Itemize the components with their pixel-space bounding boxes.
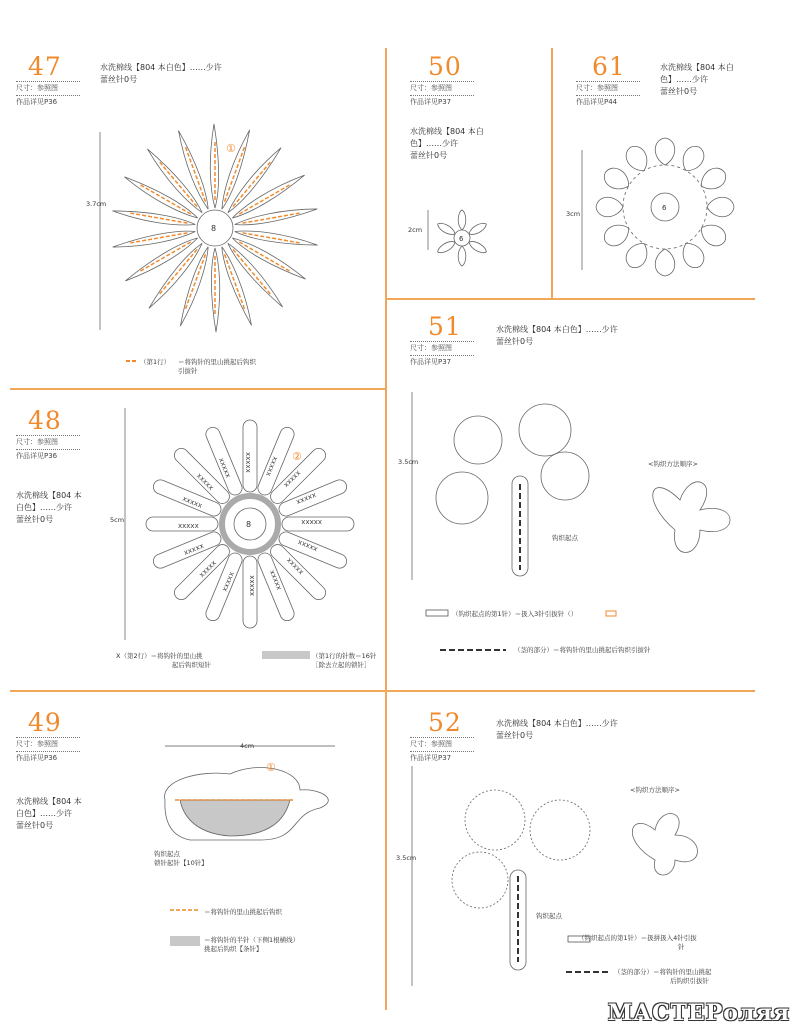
- pattern-number-61: 61: [592, 52, 626, 81]
- legend-48-row1: X（第2行）＝将钩针的里山挑 起后钩织短针: [116, 652, 211, 669]
- dimension-label-61: 3cm: [566, 210, 581, 218]
- dimension-label-51: 3.5cm: [398, 458, 419, 466]
- motif-48-center: 8: [246, 520, 252, 529]
- pattern-meta-51: 尺寸：参照图 作品详见P37: [410, 340, 474, 368]
- pattern-meta-61: 尺寸：参照图 作品详见P44: [576, 80, 640, 108]
- pattern-number-51: 51: [428, 312, 462, 341]
- pattern-meta-50: 尺寸：参照图 作品详见P37: [410, 80, 474, 108]
- start-label-49: 钩织起点 锁针起针【10针】: [154, 850, 208, 867]
- round-marker-48: ②: [292, 450, 302, 463]
- legend-47-key: （第1行）: [140, 358, 171, 366]
- dimension-label-50: 2cm: [408, 226, 423, 234]
- round-marker-47: ①: [226, 142, 236, 155]
- pattern-number-48: 48: [28, 406, 62, 435]
- svg-text:xxxxx: xxxxx: [244, 452, 252, 473]
- pattern-meta-52: 尺寸：参照图 作品详见P37: [410, 736, 474, 764]
- start-label-51: 钩织起点: [552, 534, 578, 542]
- motif-50-center: 6: [459, 235, 464, 243]
- yarn-info-49: 水洗棉线【804 本 白色】……少许 蕾丝针0号: [16, 797, 82, 830]
- pattern-number-52: 52: [428, 708, 462, 737]
- round-marker-49: ①: [266, 761, 276, 774]
- pattern-meta-49: 尺寸：参照图 作品详见P36: [16, 736, 80, 764]
- yarn-info-47: 水洗棉线【804 本白色】……少许 蕾丝针0号: [100, 63, 222, 84]
- order-title-52: <钩织方法顺序>: [630, 786, 680, 794]
- motif-52: [452, 790, 590, 970]
- dimension-label-52: 3.5cm: [396, 854, 417, 862]
- yarn-info-50: 水洗棉线【804 本白 色】……少许 蕾丝针0号: [410, 127, 484, 160]
- legend-52-row1: （钩织起点的第1针）＝扱拼扱入4针引拔 针: [578, 934, 697, 951]
- order-diagram-52: [632, 814, 697, 875]
- legend-49-row2: ＝将钩针的半针（下侧1根横线） 挑起后钩织【条针】: [204, 936, 300, 953]
- legend-52-row2: （茎的部分）＝将钩针的里山挑起 后钩织引拔针: [614, 968, 712, 985]
- pattern-number-49: 49: [28, 708, 62, 737]
- motif-51: [436, 404, 589, 576]
- legend-47-text: ＝将钩针的里山挑起后钩织 引拔针: [178, 358, 256, 375]
- order-diagram-51: [653, 482, 730, 553]
- pattern-meta-48: 尺寸：参照图 作品详见P36: [16, 434, 80, 462]
- legend-51-row2: （茎的部分）＝将钩针的里山挑起后钩织引拔针: [514, 646, 651, 654]
- yarn-info-51: 水洗棉线【804 本白色】……少许 蕾丝针0号: [496, 325, 618, 346]
- yarn-info-48: 水洗棉线【804 本 白色】……少许 蕾丝针0号: [16, 491, 82, 524]
- dimension-lines: [100, 132, 582, 986]
- pattern-number-50: 50: [428, 52, 462, 81]
- motif-61-center: 6: [662, 204, 667, 212]
- start-label-52: 钩织起点: [536, 912, 562, 920]
- yarn-info-52: 水洗棉线【804 本白色】……少许 蕾丝针0号: [496, 719, 618, 740]
- legend-48-row2: （第1行的针数＝16针 ［除去立起的锁针］: [312, 652, 377, 669]
- order-title-51: <钩织方法顺序>: [648, 460, 698, 468]
- pattern-number-47: 47: [28, 52, 62, 81]
- yarn-info-61: 水洗棉线【804 本白 色】……少许 蕾丝针0号: [660, 63, 734, 96]
- dimension-label-48: 5cm: [110, 516, 125, 524]
- motif-49: [165, 767, 329, 840]
- legend-swatches: [126, 361, 616, 972]
- legend-51-row1: （钩织起点的第1针）＝扱入3针引拔针（）: [452, 610, 578, 618]
- watermark-logo: МАСТЕРоляя: [607, 1000, 790, 1026]
- pattern-meta-47: 尺寸：参照图 作品详见P36: [16, 80, 80, 108]
- dimension-label-47: 3.7cm: [86, 200, 107, 208]
- dimension-label-49: 4cm: [240, 742, 255, 750]
- legend-49-row1: ＝将钩针的里山挑起后钩织: [204, 908, 282, 916]
- motif-47-center: 8: [211, 224, 217, 233]
